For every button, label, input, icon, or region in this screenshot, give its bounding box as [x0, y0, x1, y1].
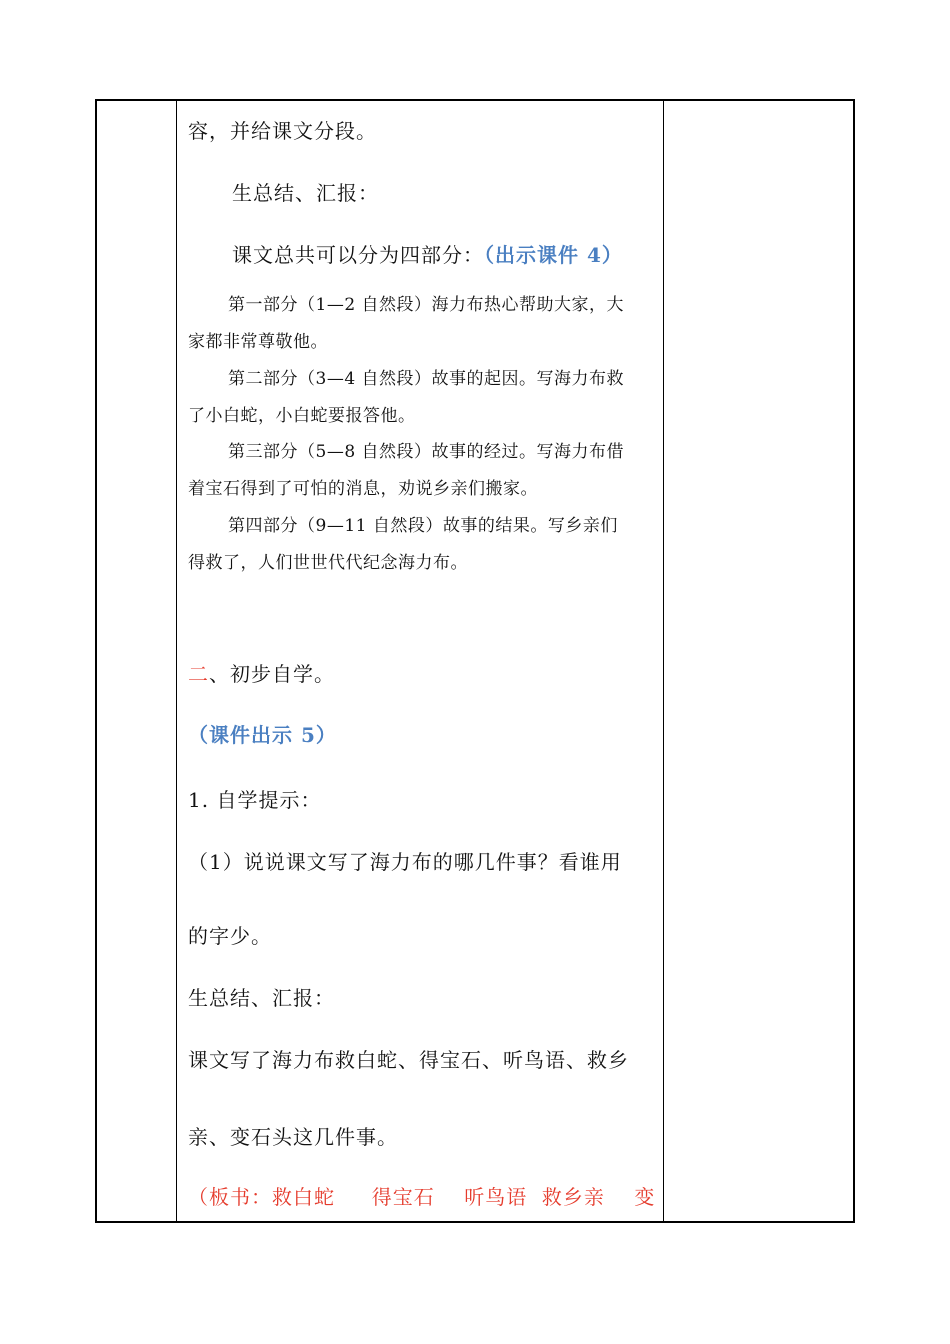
section-title: 、初步自学。 — [209, 662, 335, 686]
text-line: 的字少。 — [188, 924, 272, 948]
text-line: （1）说说课文写了海力布的哪几件事？看谁用 — [188, 850, 622, 874]
courseware-note: （课件出示 5） — [188, 723, 337, 747]
courseware-note: （出示课件 4） — [484, 243, 623, 267]
section-heading — [188, 662, 335, 686]
paragraph-line: 第三部分（5—8 自然段）故事的经过。写海力布借 — [228, 442, 625, 462]
text-line: 亲、变石头这几件事。 — [188, 1125, 398, 1149]
paragraph-line: 了小白蛇，小白蛇要报答他。 — [188, 406, 416, 426]
column-divider-1 — [176, 101, 177, 1221]
paragraph-line: 得救了，人们世世代代纪念海力布。 — [188, 553, 468, 573]
text-line: 课文写了海力布救白蛇、得宝石、听鸟语、救乡 — [188, 1048, 629, 1072]
paragraph-line: 第二部分（3—4 自然段）故事的起因。写海力布救 — [228, 369, 625, 389]
text-line: 1. 自学提示： — [188, 788, 322, 812]
section-number: 二 — [188, 662, 209, 686]
text-line: 生总结、汇报： — [232, 181, 379, 205]
text-line: 容，并给课文分段。 — [188, 119, 377, 143]
paragraph-line: 家都非常尊敬他。 — [188, 332, 328, 352]
text-line: 生总结、汇报： — [188, 986, 335, 1010]
blackboard-note: （板书：救白蛇 得宝石 听鸟语 救乡亲 变 — [188, 1185, 656, 1209]
text-main: 课文总共可以分为四部分： — [232, 243, 484, 267]
text-line — [232, 243, 623, 267]
paragraph-line: 第四部分（9—11 自然段）故事的结果。写乡亲们 — [228, 516, 618, 536]
paragraph-line: 着宝石得到了可怕的消息，劝说乡亲们搬家。 — [188, 479, 538, 499]
paragraph-line: 第一部分（1—2 自然段）海力布热心帮助大家，大 — [228, 295, 625, 315]
column-divider-2 — [663, 101, 664, 1221]
